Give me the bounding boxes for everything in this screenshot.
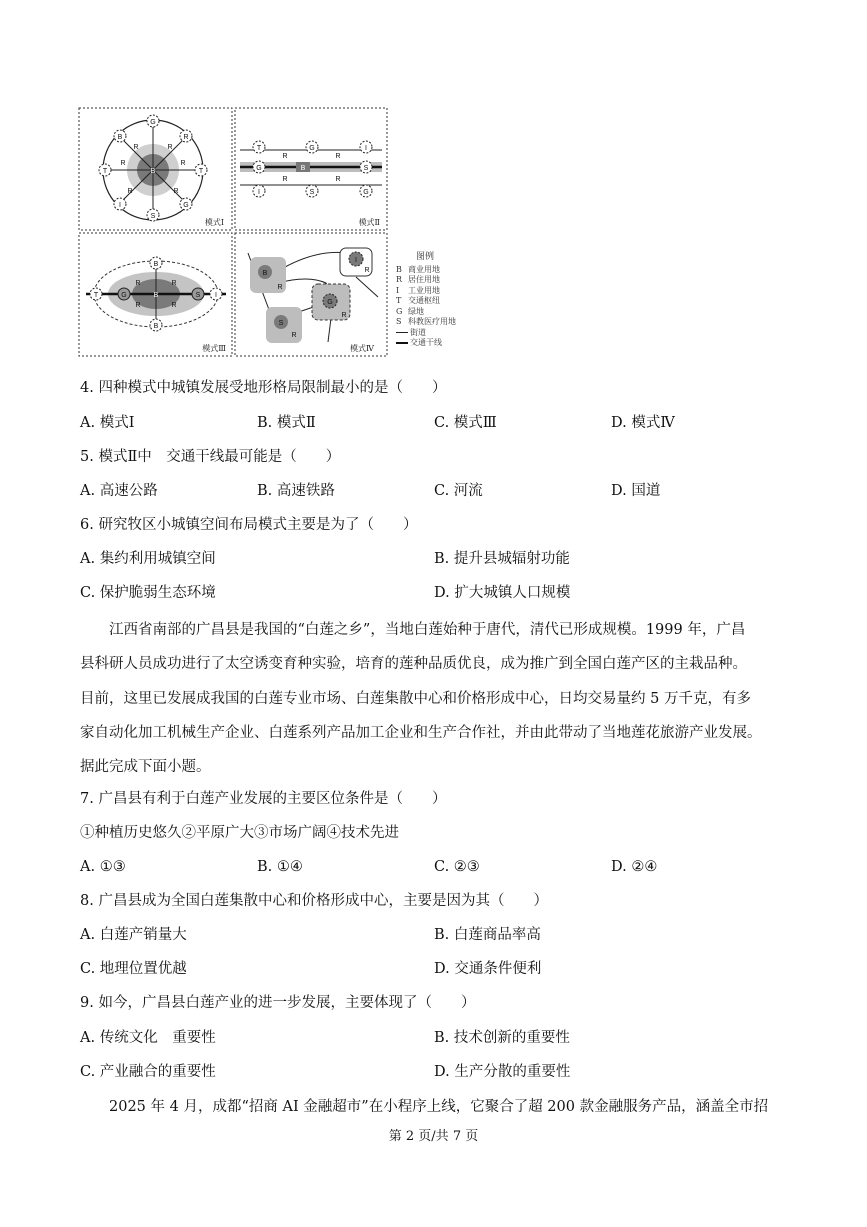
question-9-stem: 9. 如今，广昌县白莲产业的进一步发展，主要体现了（ ） [80,995,476,1011]
passage-line: 目前，这里已发展成我国的白莲专业市场、白莲集散中心和价格形成中心，日均交易量约 5 万千克，有多 [80,690,751,707]
node-label: T [198,168,204,175]
node-label: B [153,323,159,330]
legend-item: G 绿地 [396,306,424,316]
q9-option-b[interactable]: B. 技术创新的重要性 [434,1030,570,1046]
node-label: R [180,160,186,167]
node-label: T [256,145,262,152]
q9-option-a[interactable]: A. 传统文化 重要性 [80,1030,216,1046]
node-label: T [102,168,108,175]
q7-option-b[interactable]: B. ①④ [257,859,303,875]
pattern-2-diagram [240,141,382,227]
pattern-3-diagram [86,257,226,353]
q6-option-b[interactable]: B. 提升县城辐射功能 [434,551,570,567]
node-label: R [282,176,288,183]
panel-caption: 模式Ⅱ [358,218,380,227]
node-label: G [327,299,333,306]
node-label: B [153,261,159,268]
q4-option-c[interactable]: C. 模式Ⅲ [434,415,497,431]
node-label: G [183,202,189,209]
q6-option-d[interactable]: D. 扩大城镇人口规模 [434,585,571,601]
node-label: S [150,213,156,220]
panel-caption: 模式Ⅲ [202,344,226,353]
q8-option-a[interactable]: A. 白莲产销量大 [80,927,187,943]
q8-option-c[interactable]: C. 地理位置优越 [80,961,187,977]
question-4-stem: 4. 四种模式中城镇发展受地形格局限制最小的是（ ） [80,380,447,396]
next-passage-line: 2025 年 4 月，成都“招商 AI 金融超市”在小程序上线，它聚合了超 200 款金融服务产品，涵盖全市招 [80,1099,769,1115]
legend-item: I 工业用地 [396,285,440,295]
node-label: R [135,302,141,309]
node-label: R [135,280,141,287]
node-label: G [121,292,127,299]
q6-option-a[interactable]: A. 集约利用城镇空间 [80,551,216,567]
node-label: R [167,144,173,151]
node-label: B [300,165,306,172]
node-label: G [150,119,156,126]
node-label: S [195,292,201,299]
q5-option-a[interactable]: A. 高速公路 [80,483,158,499]
passage-line: 家自动化加工机械生产企业、白莲系列产品加工企业和生产合作社，并由此带动了当地莲花旅游产业发展。 [80,724,762,741]
legend-item: T 交通枢纽 [396,296,440,305]
node-label: S [309,189,315,196]
legend-street-line: 街道 [396,328,486,339]
node-label: B [150,168,156,175]
panel-caption: 模式Ⅳ [350,344,374,353]
legend-item: S 科教医疗用地 [396,317,456,326]
node-label: I [215,292,217,299]
reading-passage [80,613,792,784]
node-label: R [171,302,177,309]
node-label: R [183,134,189,141]
node-label: I [355,257,357,264]
node-label: R [173,188,179,195]
node-label: R [133,144,139,151]
node-label: I [365,145,367,152]
passage-line: 据此完成下面小题。 [80,759,211,776]
legend-item: R 居住用地 [396,275,440,284]
node-label: S [278,320,284,327]
node-label: G [309,145,315,152]
q4-option-b[interactable]: B. 模式Ⅱ [257,415,316,431]
question-7-statements: ①种植历史悠久②平原广大③市场广阔④技术先进 [80,825,399,841]
land-use-pattern-figure [78,107,388,357]
node-label: I [258,189,260,196]
passage-line: 江西省南部的广昌县是我国的“白莲之乡”，当地白莲始种于唐代，清代已形成规模。1999 年，广昌 [80,622,746,638]
panel-caption: 模式Ⅰ [204,218,224,227]
node-label: T [93,292,99,299]
node-label: R [120,160,126,167]
q7-option-d[interactable]: D. ②④ [611,859,658,875]
legend-item: B 商业用地 [396,264,440,274]
node-label: R [335,153,341,160]
pattern-1-diagram [99,115,224,227]
q6-option-c[interactable]: C. 保护脆弱生态环境 [80,585,216,601]
node-label: R [291,332,297,339]
node-label: R [335,176,341,183]
q5-option-b[interactable]: B. 高速铁路 [257,483,335,499]
node-label: R [282,153,288,160]
q7-option-a[interactable]: A. ①③ [80,859,126,875]
node-label: G [256,165,262,172]
legend-trunk-line: 交通干线 [396,338,486,349]
node-label: B [117,134,123,141]
question-8-stem: 8. 广昌县成为全国白莲集散中心和价格形成中心，主要是因为其（ ） [80,893,548,909]
node-label: G [363,189,369,196]
page-number: 第 2 页/共 7 页 [388,1129,479,1144]
q4-option-d[interactable]: D. 模式Ⅳ [611,415,675,431]
node-label: I [119,202,121,209]
legend-title: 图例 [416,252,435,262]
pattern-4-diagram [248,248,378,353]
q5-option-c[interactable]: C. 河流 [434,483,483,499]
node-label: B [262,270,268,277]
node-label: R [171,280,177,287]
q5-option-d[interactable]: D. 国道 [611,483,661,499]
q8-option-d[interactable]: D. 交通条件便利 [434,961,542,977]
q7-option-c[interactable]: C. ②③ [434,859,480,875]
node-label: R [341,312,347,319]
question-5-stem: 5. 模式Ⅱ中 交通干线最可能是（ ） [80,449,341,465]
node-label: S [363,165,369,172]
node-label: B [153,292,159,299]
node-label: R [277,284,283,291]
question-6-stem: 6. 研究牧区小城镇空间布局模式主要是为了（ ） [80,517,418,533]
q8-option-b[interactable]: B. 白莲商品率高 [434,927,541,943]
q9-option-c[interactable]: C. 产业融合的重要性 [80,1064,216,1080]
q9-option-d[interactable]: D. 生产分散的重要性 [434,1064,571,1080]
q4-option-a[interactable]: A. 模式Ⅰ [80,415,135,431]
node-label: R [364,267,370,274]
passage-line: 县科研人员成功进行了太空诱变育种实验，培育的莲种品质优良，成为推广到全国白莲产区的主栽品种。 [80,656,747,673]
figure-legend [396,252,486,349]
question-7-stem: 7. 广昌县有利于白莲产业发展的主要区位条件是（ ） [80,791,447,807]
node-label: R [127,188,133,195]
